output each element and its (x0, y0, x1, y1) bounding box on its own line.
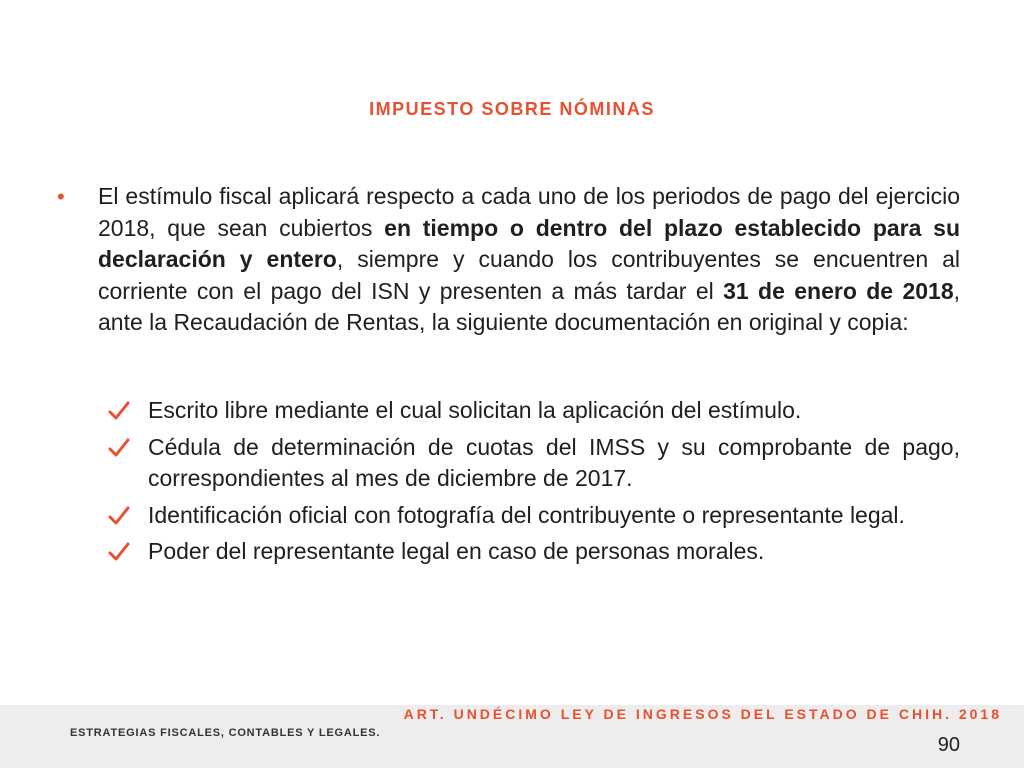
paragraph-text-3: , ante la Recaudación de Rentas, la siguiente documentación en original y copia: (98, 277, 961, 335)
slide-title: IMPUESTO SOBRE NÓMINAS (369, 99, 655, 119)
paragraph-text-1: El estímulo fiscal aplicará respecto a cada uno de los periodos de pago del ejercicio 2018, que sean cubiertos (98, 183, 960, 241)
checklist-item-text: Escrito libre mediante el cual solicitan la aplicación del estímulo. (148, 397, 802, 423)
bullet-dot-icon: • (57, 184, 65, 209)
checklist-item-text: Identificación oficial con fotografía del contribuyente o representante legal. (148, 501, 905, 528)
page-number: 90 (937, 734, 960, 756)
footer-legal-reference: ART. UNDÉCIMO LEY DE INGRESOS DEL ESTADO DE CHIH. 2018 (403, 706, 1002, 722)
checklist-item (108, 536, 960, 568)
requirements-checklist (108, 395, 960, 573)
paragraph-bold-1: en tiempo o dentro del plazo establecido para su declaración y entero (98, 214, 960, 272)
checklist-item (108, 432, 960, 495)
checkmark-icon (108, 541, 130, 563)
main-paragraph (98, 181, 960, 339)
paragraph-bold-2: 31 de enero de 2018 (723, 277, 954, 304)
checklist-item (108, 500, 960, 532)
paragraph-text-2: , siempre y cuando los contribuyentes se encuentren al corriente con el pago del ISN y presenten a más tardar el (98, 246, 961, 304)
checkmark-icon (108, 505, 130, 527)
checkmark-icon (108, 400, 130, 422)
checklist-item-text: Cédula de determinación de cuotas del IMSS y su comprobante de pago, correspondientes al mes de diciembre de 2017. (148, 433, 960, 491)
checklist-item-text: Poder del representante legal en caso de personas morales. (148, 538, 765, 564)
footer-brand: ESTRATEGIAS FISCALES, CONTABLES Y LEGALES. (70, 727, 381, 739)
checklist-item (108, 395, 960, 427)
checkmark-icon (108, 437, 130, 459)
